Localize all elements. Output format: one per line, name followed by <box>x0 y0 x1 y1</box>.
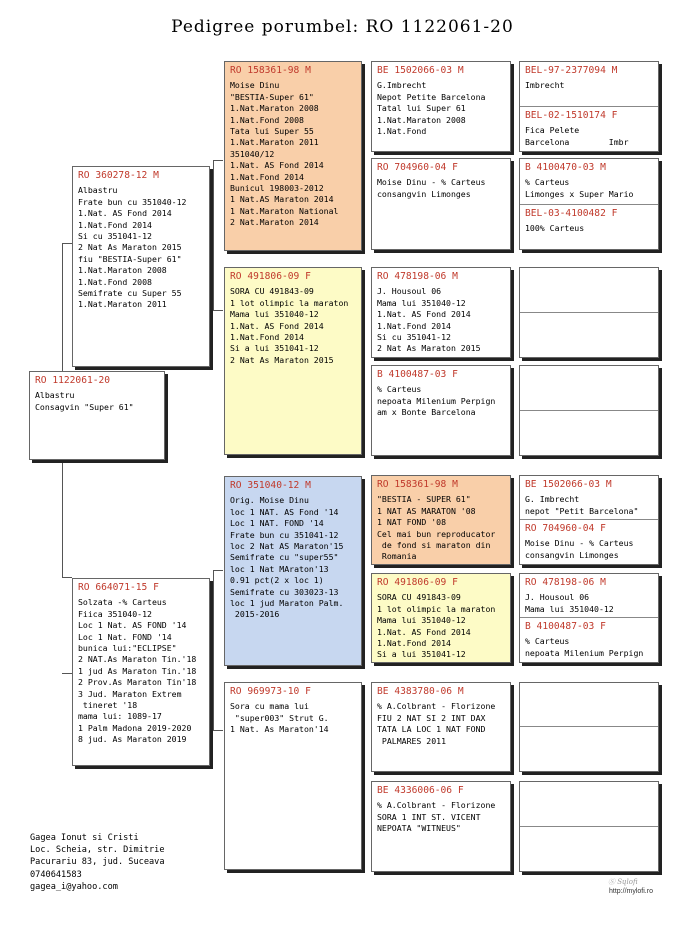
ggp-card-sss <box>371 61 511 152</box>
card-text: Albastru Frate bun cu 351040-12 1.Nat. AS Fond 2014 1.Nat.Fond 2014 Si cu 351041-12 2 Nat As Maraton 2015 fiu "BESTIA-Super 61" 1.Nat.Maraton 2008 1.Nat.Fond 2008 Semifrate cu Super 55 1.Nat.Maraton 2011 <box>78 185 187 310</box>
ring-number: RO 491806-09 F <box>230 271 311 282</box>
connector <box>213 730 223 731</box>
connector <box>62 460 63 578</box>
card-text: J. Housoul 06 Mama lui 351040-12 1.Nat. AS Fond 2014 1.Nat.Fond 2014 Si cu 351041-12 2 Nat As Maraton 2015 <box>377 286 481 354</box>
gen4-box-8 <box>519 781 659 872</box>
contact-info: Gagea Ionut si Cristi Loc. Scheia, str. Dimitrie Pacurariu 83, jud. Suceava 0740641583 gagea_i@yahoo.com <box>30 833 165 892</box>
ring-number: B 4100487-03 F <box>377 369 458 380</box>
card-text: Albastru Consagvin "Super 61" <box>35 390 134 412</box>
connector <box>213 570 223 571</box>
sire-sire-card <box>224 61 362 251</box>
ring-number: RO 969973-10 F <box>230 686 311 697</box>
dam-dam-card <box>224 682 362 870</box>
card-text: "BESTIA - SUPER 61" 1 NAT AS MARATON '08 1 NAT FOND '08 Cel mai bun reproducator de fond si maraton din Romania <box>377 494 496 562</box>
ring-number: B 4100487-03 F <box>525 621 606 632</box>
card-text: Orig. Moise Dinu loc 1 NAT. AS Fond '14 Loc 1 NAT. FOND '14 Frate bun cu 351041-12 loc 2 Nat AS Maraton'15 Semifrate cu "super55" loc 1 Nat MAraton'13 0.91 pct(2 x loc 1) Semifrate cu 303023-13 loc 1 jud Maraton Palm. 2015-2016 <box>230 495 344 620</box>
ggp-card-sds <box>371 267 511 358</box>
card-text: % Carteus Limonges x Super Mario <box>525 177 634 199</box>
card-text: Imbrecht <box>525 80 565 91</box>
connector <box>213 570 214 730</box>
gen4-box-1 <box>519 61 659 152</box>
gen4-box-7 <box>519 682 659 772</box>
ring-number: BEL-03-4100482 F <box>525 208 618 219</box>
dam-sire-card <box>224 476 362 666</box>
ring-number: BEL-97-2377094 M <box>525 65 618 76</box>
card-text: Solzata -% Carteus Fiica 351040-12 Loc 1 Nat. AS FOND '14 Loc 1 Nat. FOND '14 bunica lui:"ECLIPSE" 2 NAT.As Maraton Tin.'18 1 jud As Maraton Tin.'18 2 Prov.As Maraton Tin'18 3 Jud. Maraton Extrem tineret '18 mama lui: 1089-17 1 Palm Madona 2019-2020 8 jud. As Maraton 2019 <box>78 597 197 745</box>
ggp-card-ssd <box>371 158 511 250</box>
card-text: J. Housoul 06 Mama lui 351040-12 <box>525 592 614 614</box>
gen4-box-3 <box>519 267 659 358</box>
dam-card <box>72 578 210 766</box>
ring-number: BE 4336006-06 F <box>377 785 464 796</box>
page-title: Pedigree porumbel: RO 1122061-20 <box>171 17 514 37</box>
connector <box>62 243 63 373</box>
card-text: G.Imbrecht Nepot Petite Barcelona Tatal lui Super 61 1.Nat.Maraton 2008 1.Nat.Fond <box>377 80 486 137</box>
ring-number: RO 704960-04 F <box>525 523 606 534</box>
ring-number: RO 491806-09 F <box>377 577 458 588</box>
card-text: % A.Colbrant - Florizone FIU 2 NAT SI 2 INT DAX TATA LA LOC 1 NAT FOND PALMARES 2011 <box>377 701 496 746</box>
ring-number: RO 1122061-20 <box>35 375 111 386</box>
ring-number: RO 360278-12 M <box>78 170 159 181</box>
ggp-card-dsd <box>371 573 511 663</box>
subject-card <box>29 371 165 460</box>
gen4-box-6 <box>519 573 659 663</box>
sire-dam-card <box>224 267 362 455</box>
ggp-card-sdd <box>371 365 511 456</box>
ring-number: RO 351040-12 M <box>230 480 311 491</box>
ring-number: RO 158361-98 M <box>377 479 458 490</box>
connector <box>62 673 72 674</box>
card-text: Moise Dinu - % Carteus consangvin Limonges <box>377 177 486 199</box>
sire-card <box>72 166 210 367</box>
card-text: % A.Colbrant - Florizone SORA 1 INT ST. VICENT NEPOATA "WITNEUS" <box>377 800 496 834</box>
connector <box>62 243 72 244</box>
connector <box>213 160 223 161</box>
ggp-card-ddd <box>371 781 511 872</box>
site-link[interactable]: http://mylofi.ro <box>609 888 653 895</box>
gen4-box-2 <box>519 158 659 250</box>
ring-number: RO 704960-04 F <box>377 162 458 173</box>
connector <box>213 310 223 311</box>
ring-number: RO 478198-06 M <box>377 271 458 282</box>
card-text: 100% Carteus <box>525 223 585 234</box>
gen4-box-5 <box>519 475 659 565</box>
ggp-card-dss <box>371 475 511 565</box>
card-text: % Carteus nepoata Milenium Perpign am x Bonte Barcelona <box>377 384 496 418</box>
signature-logo: Ⓢ Sɥlofi <box>608 878 638 886</box>
card-text: G. Imbrecht nepot "Petit Barcelona" <box>525 494 639 516</box>
ring-number: RO 158361-98 M <box>230 65 311 76</box>
ring-number: RO 664071-15 F <box>78 582 159 593</box>
ring-number: BE 1502066-03 M <box>525 479 612 490</box>
card-text: Sora cu mama lui "super003" Strut G. 1 Nat. As Maraton'14 <box>230 701 329 735</box>
connector <box>62 577 72 578</box>
ring-number: B 4100470-03 M <box>525 162 606 173</box>
card-text: Moise Dinu "BESTIA-Super 61" 1.Nat.Maraton 2008 1.Nat.Fond 2008 Tata lui Super 55 1.Nat.Maraton 2011 351040/12 1.Nat. AS Fond 2014 1.Nat.Fond 2014 Bunicul 198003-2012 1 Nat.AS Maraton 2014 1 Nat.Maraton National 2 Nat.Maraton 2014 <box>230 80 339 228</box>
ring-number: BEL-02-1510174 F <box>525 110 618 121</box>
connector <box>213 160 214 310</box>
card-text: Moise Dinu - % Carteus consangvin Limonges <box>525 538 634 560</box>
ring-number: BE 1502066-03 M <box>377 65 464 76</box>
gen4-box-4 <box>519 365 659 456</box>
card-text: SORA CU 491843-09 1 lot olimpic la maraton Mama lui 351040-12 1.Nat. AS Fond 2014 1.Nat.Fond 2014 Si a lui 351041-12 <box>377 592 496 660</box>
card-text: Fica Pelete Barcelona Imbr <box>525 125 629 147</box>
ggp-card-dds <box>371 682 511 772</box>
card-text: % Carteus nepoata Milenium Perpign <box>525 636 644 658</box>
card-text: SORA CU 491843-09 1 lot olimpic la maraton Mama lui 351040-12 1.Nat. AS Fond 2014 1.Nat.Fond 2014 Si a lui 351041-12 2 Nat As Maraton 2015 <box>230 286 349 365</box>
ring-number: BE 4383780-06 M <box>377 686 464 697</box>
ring-number: RO 478198-06 M <box>525 577 606 588</box>
